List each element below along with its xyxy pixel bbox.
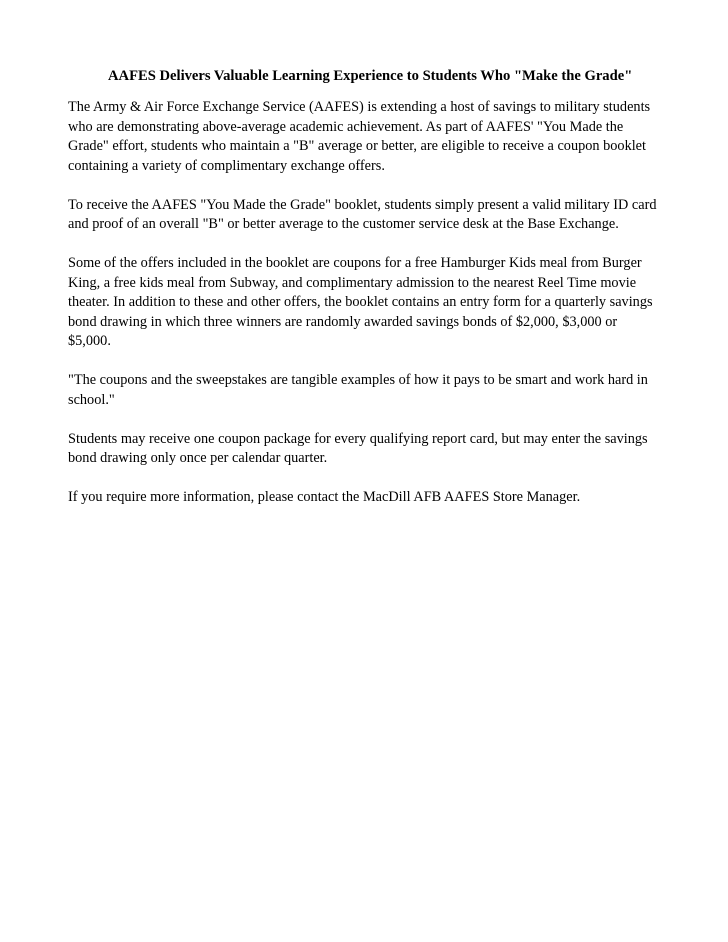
paragraph-intro: The Army & Air Force Exchange Service (AAFES) is extending a host of savings to military students who are demonstrating above-average academic achievement. As part of AAFES' "You Made the Grade" effort, students who maintain a "B" average or better, are eligible to receive a coupon booklet containing a variety of complimentary exchange offers. <box>68 99 651 174</box>
document-title: AAFES Delivers Valuable Learning Experience to Students Who "Make the Grade" <box>108 68 633 84</box>
paragraph-quote: "The coupons and the sweepstakes are tangible examples of how it pays to be smart and work hard in school." <box>68 372 648 408</box>
document-body <box>68 98 668 527</box>
paragraph-how-to-receive: To receive the AAFES "You Made the Grade" booklet, students simply present a valid military ID card and proof of an overall "B" or better average to the customer service desk at the Base Exchange. <box>68 196 657 232</box>
paragraph-offers: Some of the offers included in the booklet are coupons for a free Hamburger Kids meal from Burger King, a free kids meal from Subway, and complimentary admission to the nearest Reel Time movie theater. In addition to these and other offers, the booklet contains an entry form for a quarterly savings bond drawing in which three winners are randomly awarded savings bonds of $2,000, $3,000 or $5,000. <box>68 255 653 349</box>
paragraph-limits: Students may receive one coupon package for every qualifying report card, but may enter the savings bond drawing only once per calendar quarter. <box>68 430 648 466</box>
paragraph-contact: If you require more information, please contact the MacDill AFB AAFES Store Manager. <box>68 489 581 505</box>
